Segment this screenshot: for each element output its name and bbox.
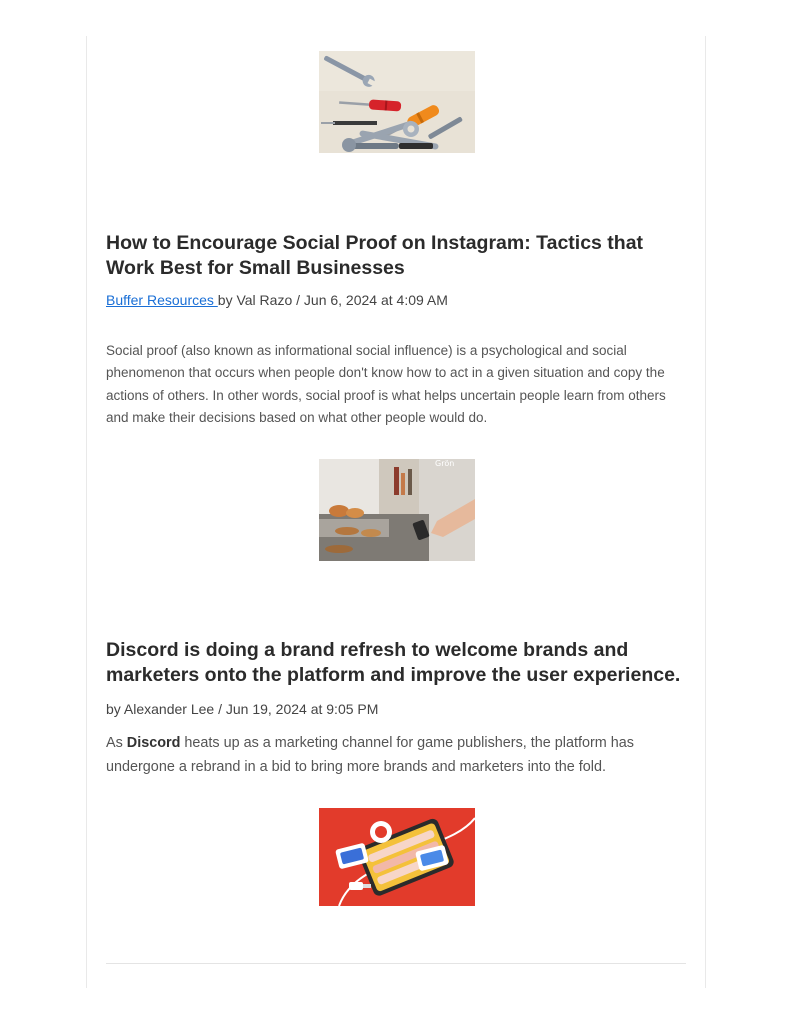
article-byline-2: by Alexander Lee / Jun 19, 2024 at 9:05 PM [106, 701, 379, 717]
article-excerpt-2 [106, 731, 688, 779]
excerpt-prefix: As [106, 735, 127, 751]
tools-illustration [319, 51, 475, 153]
article-title-discord[interactable]: Discord is doing a brand refresh to welcome brands and marketers onto the platform and improve the user experience. [106, 639, 681, 686]
source-link-buffer-resources[interactable]: Buffer Resources [106, 292, 218, 308]
cafe-photo-illustration [319, 459, 475, 561]
article-excerpt: Social proof (also known as informational social influence) is a psychological and social phenomenon that occurs when people don't know how to act in a given situation and copy the actions of others. In other words, social proof is what helps uncertain people learn from others and make their decisions based on what other people would do. [106, 343, 666, 425]
article-title-social-proof[interactable]: How to Encourage Social Proof on Instagram: Tactics that Work Best for Small Businesses [106, 232, 644, 279]
article-image-cafe[interactable] [319, 459, 475, 561]
article-image-discord[interactable] [319, 808, 475, 906]
discord-illustration [319, 808, 475, 906]
newsletter-column [86, 36, 706, 988]
section-divider [106, 963, 686, 964]
article-image-tools[interactable] [319, 51, 475, 153]
article-meta [106, 291, 686, 309]
excerpt-rest: heats up as a marketing channel for game publishers, the platform has undergone a rebrand in a bid to bring more brands and marketers into the fold. [106, 735, 634, 775]
article-meta-2 [106, 700, 686, 718]
excerpt-brand: Discord [126, 735, 181, 751]
article-byline: by Val Razo / Jun 6, 2024 at 4:09 AM [217, 292, 448, 308]
cafe-sign-text: Grön [435, 459, 455, 468]
